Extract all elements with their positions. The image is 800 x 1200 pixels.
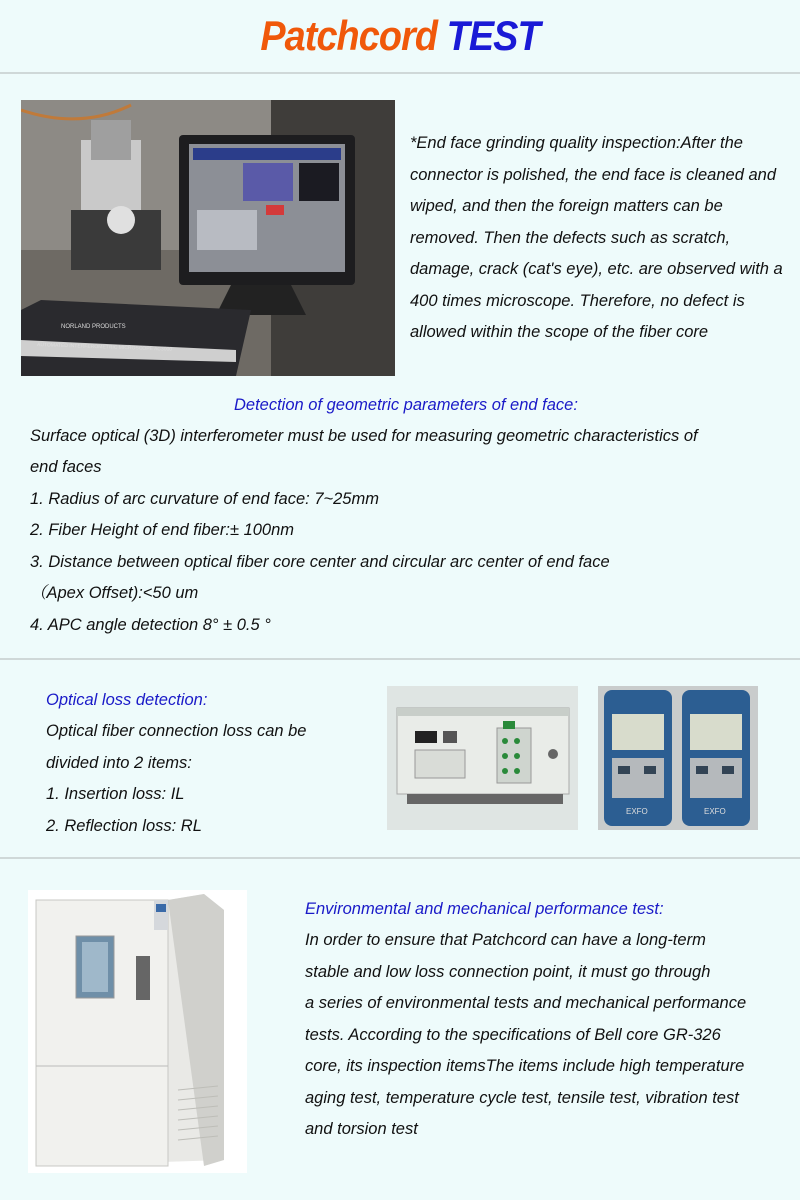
environmental-line-0: In order to ensure that Patchcord can have a long-term <box>305 931 706 949</box>
power-meter-photo <box>598 686 758 830</box>
environmental-chamber-photo <box>28 890 247 1173</box>
geometric-line-2: 1. Radius of arc curvature of end face: 7~25mm <box>30 490 379 508</box>
geometric-parameters-heading: Detection of geometric parameters of end face: <box>234 396 578 414</box>
environmental-line-3: tests. According to the specifications of Bell core GR-326 <box>305 1026 721 1044</box>
title-part2: TEST <box>446 12 540 59</box>
title-part1: Patchcord <box>260 12 438 59</box>
divider <box>0 857 800 859</box>
divider <box>0 72 800 74</box>
page-title <box>40 12 760 60</box>
geometric-line-3: 2. Fiber Height of end fiber:± 100nm <box>30 521 295 539</box>
environmental-line-6: and torsion test <box>305 1120 418 1138</box>
optical-loss-line-3: 2. Reflection loss: RL <box>46 817 202 835</box>
photo-label-1: NORLAND PRODUCTS <box>61 324 126 330</box>
optical-loss-line-0: Optical fiber connection loss can be <box>46 722 307 740</box>
microscope-photo <box>21 100 395 376</box>
optical-loss-heading: Optical loss detection: <box>46 691 208 709</box>
environmental-line-2: a series of environmental tests and mechanical performance <box>305 994 747 1012</box>
photo-label-2: AUTOMATED INTERFEROMETRIC MICROSCOPE AC3000 <box>36 342 173 353</box>
environmental-line-1: stable and low loss connection point, it must go through <box>305 963 711 981</box>
end-face-inspection-text: *End face grinding quality inspection:After the connector is polished, the end face is cleaned and wiped, and then the foreign matters can be removed. Then the defects such as scratch, damage, crack (cat's eye), etc. are observed with a 400 times microscope. Therefore, no defect is allowed within the scope of the fiber core <box>410 134 783 341</box>
meter-brand-right: EXFO <box>704 807 726 816</box>
geometric-line-5: （Apex Offset):<50 um <box>30 584 199 602</box>
environmental-line-5: aging test, temperature cycle test, tensile test, vibration test <box>305 1089 739 1107</box>
loss-tester-photo <box>387 686 578 830</box>
geometric-line-1: end faces <box>30 458 102 476</box>
divider <box>0 658 800 660</box>
environmental-line-4: core, its inspection itemsThe items include high temperature <box>305 1057 745 1075</box>
environmental-heading: Environmental and mechanical performance test: <box>305 900 664 918</box>
geometric-line-4: 3. Distance between optical fiber core center and circular arc center of end face <box>30 553 610 571</box>
geometric-line-0: Surface optical (3D) interferometer must be used for measuring geometric characteristics of <box>30 427 698 445</box>
meter-brand-left: EXFO <box>626 807 648 816</box>
geometric-line-6: 4. APC angle detection 8° ± 0.5 ° <box>30 616 271 634</box>
optical-loss-line-2: 1. Insertion loss: IL <box>46 785 185 803</box>
optical-loss-line-1: divided into 2 items: <box>46 754 192 772</box>
